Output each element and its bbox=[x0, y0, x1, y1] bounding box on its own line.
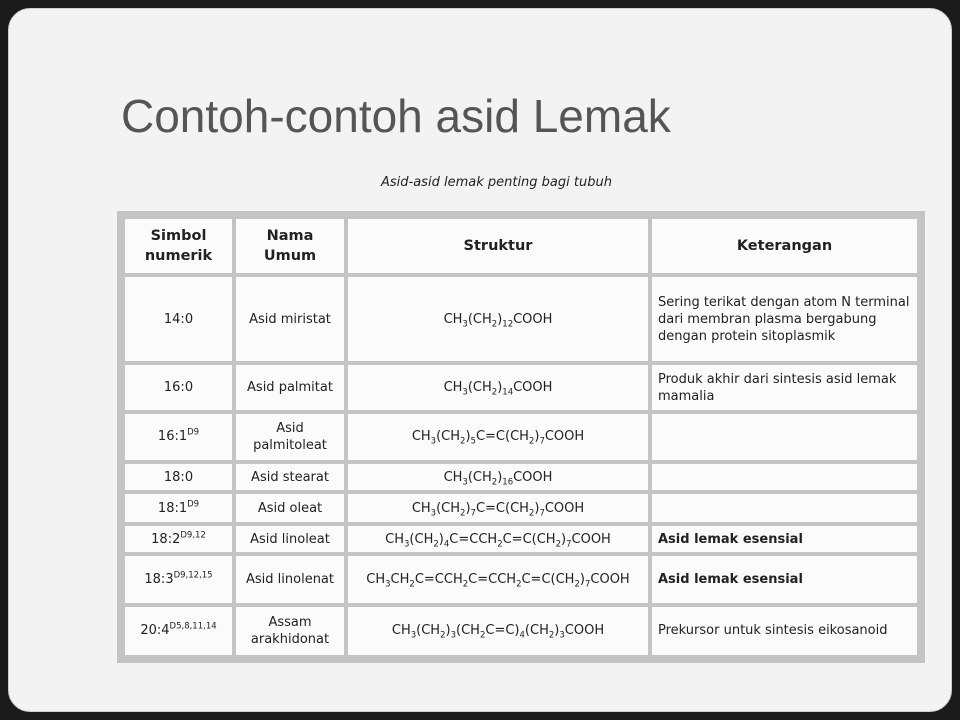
simbol-base: 18:1 bbox=[157, 500, 188, 516]
table-row bbox=[125, 365, 917, 409]
cell-simbol-numerik bbox=[125, 526, 232, 552]
header-simbol-line2: numerik bbox=[144, 248, 213, 264]
cell-keterangan: Prekursor untuk sintesis eikosanoid bbox=[652, 607, 917, 655]
cell-simbol-numerik bbox=[125, 464, 232, 490]
simbol-base: 18:2 bbox=[151, 531, 181, 547]
table-row bbox=[125, 277, 917, 361]
cell-nama-umum: Asid palmitoleat bbox=[236, 414, 344, 460]
fatty-acid-table-frame bbox=[117, 211, 925, 663]
table-row bbox=[125, 414, 917, 460]
cell-nama-umum: Asid stearat bbox=[236, 464, 344, 490]
table-row bbox=[125, 556, 917, 602]
cell-keterangan: Produk akhir dari sintesis asid lemak mamalia bbox=[652, 365, 917, 409]
cell-nama-umum: Asid oleat bbox=[236, 494, 344, 522]
simbol-base: 20:4 bbox=[140, 623, 170, 639]
cell-keterangan bbox=[652, 464, 917, 490]
cell-simbol-numerik bbox=[125, 365, 232, 409]
simbol-superscript: D9,12 bbox=[180, 530, 206, 541]
cell-keterangan bbox=[652, 494, 917, 522]
cell-simbol-numerik bbox=[125, 494, 232, 522]
simbol-base: 18:3 bbox=[144, 572, 174, 588]
slide bbox=[8, 8, 952, 712]
cell-struktur: $CH_3(CH_2)_5C=C(CH_2)_7COOH$ bbox=[348, 414, 648, 460]
cell-nama-umum: Asid linoleat bbox=[236, 526, 344, 552]
cell-struktur: $CH_3(CH_2)_{12}COOH$ bbox=[348, 277, 648, 361]
table-header-row bbox=[125, 219, 917, 273]
cell-struktur: $CH_3CH_2C=CCH_2C=CCH_2C=C(CH_2)_7COOH$ bbox=[348, 556, 648, 602]
cell-keterangan: Asid lemak esensial bbox=[652, 526, 917, 552]
cell-simbol-numerik bbox=[125, 607, 232, 655]
simbol-superscript: D5,8,11,14 bbox=[169, 622, 217, 632]
simbol-superscript: D9,12,15 bbox=[173, 570, 213, 581]
header-keterangan: Keterangan bbox=[652, 219, 917, 273]
cell-keterangan: Asid lemak esensial bbox=[652, 556, 917, 602]
table-row bbox=[125, 526, 917, 552]
table-row bbox=[125, 607, 917, 655]
table-row bbox=[125, 494, 917, 522]
cell-keterangan: Sering terikat dengan atom N terminal dari membran plasma bergabung dengan protein sitoplasmik bbox=[652, 277, 917, 361]
cell-nama-umum: Assam arakhidonat bbox=[236, 607, 344, 655]
cell-nama-umum: Asid linolenat bbox=[236, 556, 344, 602]
simbol-base: 14:0 bbox=[163, 311, 194, 327]
cell-struktur: $CH_3(CH_2)_{14}COOH$ bbox=[348, 365, 648, 409]
cell-nama-umum: Asid palmitat bbox=[236, 365, 344, 409]
simbol-base: 16:0 bbox=[163, 380, 194, 396]
header-simbol-line1: Simbol bbox=[150, 228, 207, 244]
simbol-superscript: D9 bbox=[187, 499, 200, 510]
cell-struktur: $CH_3(CH_2)_{16}COOH$ bbox=[348, 464, 648, 490]
header-simbol-numerik bbox=[125, 219, 232, 273]
header-nama-umum bbox=[236, 219, 344, 273]
cell-nama-umum: Asid miristat bbox=[236, 277, 344, 361]
simbol-superscript: D9 bbox=[187, 428, 200, 439]
cell-simbol-numerik bbox=[125, 277, 232, 361]
simbol-base: 18:0 bbox=[163, 469, 194, 485]
slide-title: Contoh-contoh asid Lemak bbox=[121, 90, 671, 142]
cell-simbol-numerik bbox=[125, 414, 232, 460]
table-body bbox=[125, 277, 917, 655]
cell-keterangan bbox=[652, 414, 917, 460]
header-nama-line2: Umum bbox=[263, 248, 317, 264]
header-nama-line1: Nama bbox=[266, 228, 314, 244]
table-row bbox=[125, 464, 917, 490]
fatty-acid-table bbox=[121, 215, 921, 659]
header-struktur: Struktur bbox=[348, 219, 648, 273]
cell-simbol-numerik bbox=[125, 556, 232, 602]
table-caption: Asid-asid lemak penting bagi tubuh bbox=[381, 175, 612, 190]
cell-struktur: $CH_3(CH_2)_3(CH_2C=C)_4(CH_2)_3COOH$ bbox=[348, 607, 648, 655]
cell-struktur: $CH_3(CH_2)_4C=CCH_2C=C(CH_2)_7COOH$ bbox=[348, 526, 648, 552]
simbol-base: 16:1 bbox=[157, 429, 188, 445]
cell-struktur: $CH_3(CH_2)_7C=C(CH_2)_7COOH$ bbox=[348, 494, 648, 522]
